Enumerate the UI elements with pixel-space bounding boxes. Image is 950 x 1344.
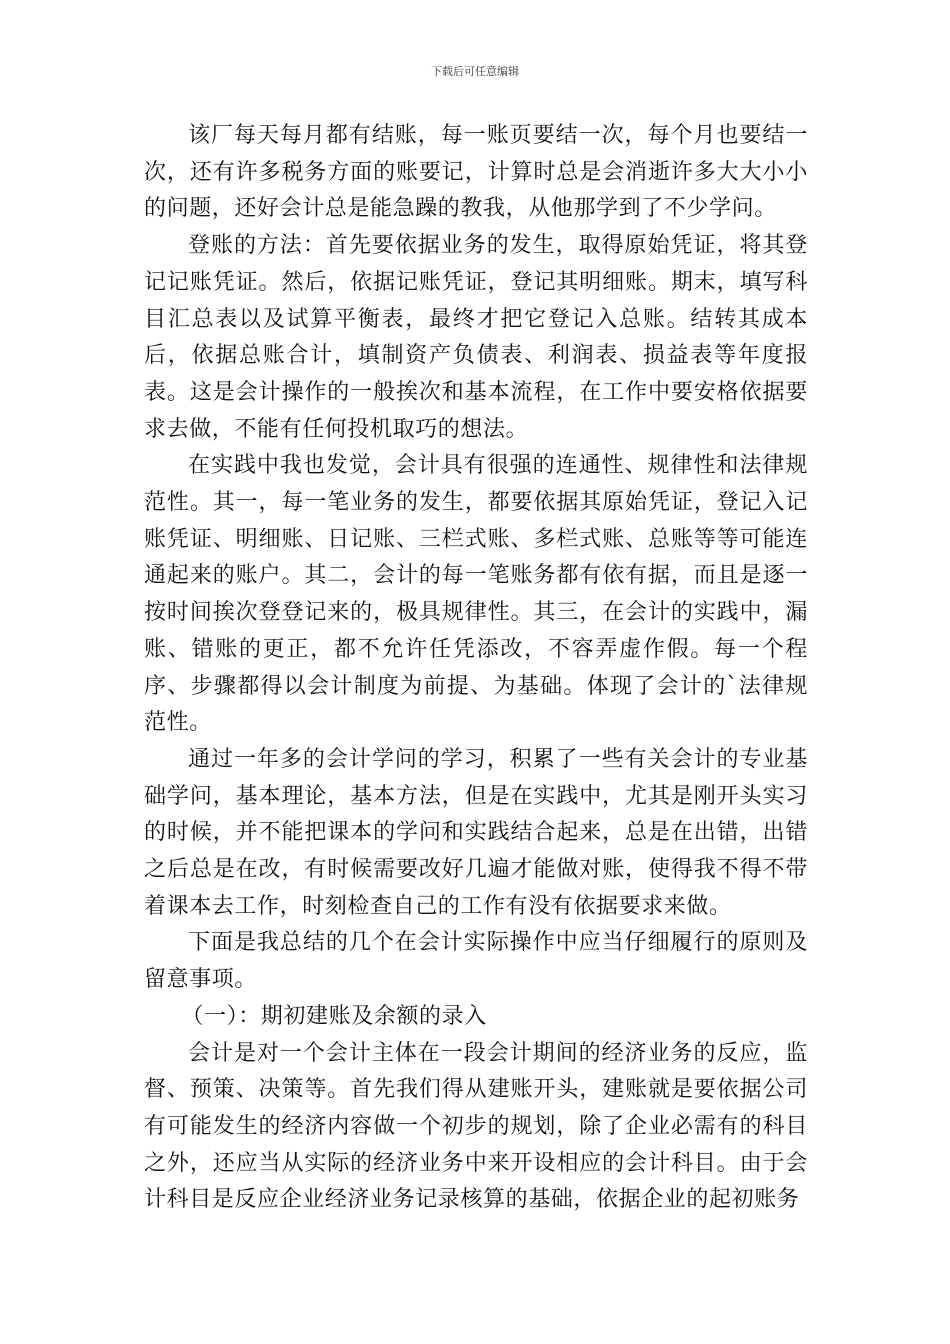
paragraph-account-setup: 会计是对一个会计主体在一段会计期间的经济业务的反应，监督、预策、决策等。首先我们得从建账开头，建账就是要依据公司有可能发生的经济内容做一个初步的规划，除了企业必需有的科目之外，还应当从实际的经济业务中来开设相应的会计科目。由于会计科目是反应企业经济业务记录核算的基础，依据企业的起初账务 xyxy=(144,1040,808,1213)
page-header-note: 下载后可任意编辑 xyxy=(431,65,519,78)
document-body xyxy=(144,118,808,1219)
paragraph-summary-intro: 下面是我总结的几个在会计实际操作中应当仔细履行的原则及留意事项。 xyxy=(144,930,808,993)
paragraph-accounting-nature: 在实践中我也发觉，会计具有很强的连通性、规律性和法律规范性。其一，每一笔业务的发生，都要依据其原始凭证，登记入记账凭证、明细账、日记账、三栏式账、多栏式账、总账等等可能连通起来的账户。其二，会计的每一笔账务都有依有据，而且是逐一按时间挨次登登记来的，极具规律性。其三，在会计的实践中，漏账、错账的更正，都不允许任凭添改，不容弄虚作假。每一个程序、步骤都得以会计制度为前提、为基础。体现了会计的`法律规范性。 xyxy=(144,453,808,736)
section-heading-opening-balance: （一）：期初建账及余额的录入 xyxy=(181,1003,487,1029)
paragraph-posting-method: 登账的方法：首先要依据业务的发生，取得原始凭证，将其登记记账凭证。然后，依据记账凭证，登记其明细账。期末，填写科目汇总表以及试算平衡表，最终才把它登记入总账。结转其成本后，依据总账合计，填制资产负债表、利润表、损益表等年度报表。这是会计操作的一般挨次和基本流程，在工作中要安格依据要求去做，不能有任何投机取巧的想法。 xyxy=(144,233,808,442)
paragraph-daily-closing: 该厂每天每月都有结账，每一账页要结一次，每个月也要结一次，还有许多税务方面的账要记，计算时总是会消逝许多大大小小的问题，还好会计总是能急躁的教我，从他那学到了不少学问。 xyxy=(144,123,808,222)
paragraph-learning-experience: 通过一年多的会计学问的学习，积累了一些有关会计的专业基础学问，基本理论，基本方法，但是在实践中，尤其是刚开头实习的时候，并不能把课本的学问和实践结合起来，总是在出错，出错之后总是在改，有时候需要改好几遍才能做对账，使得我不得不带着课本去工作，时刻检查自己的工作有没有依据要求来做。 xyxy=(144,746,808,919)
